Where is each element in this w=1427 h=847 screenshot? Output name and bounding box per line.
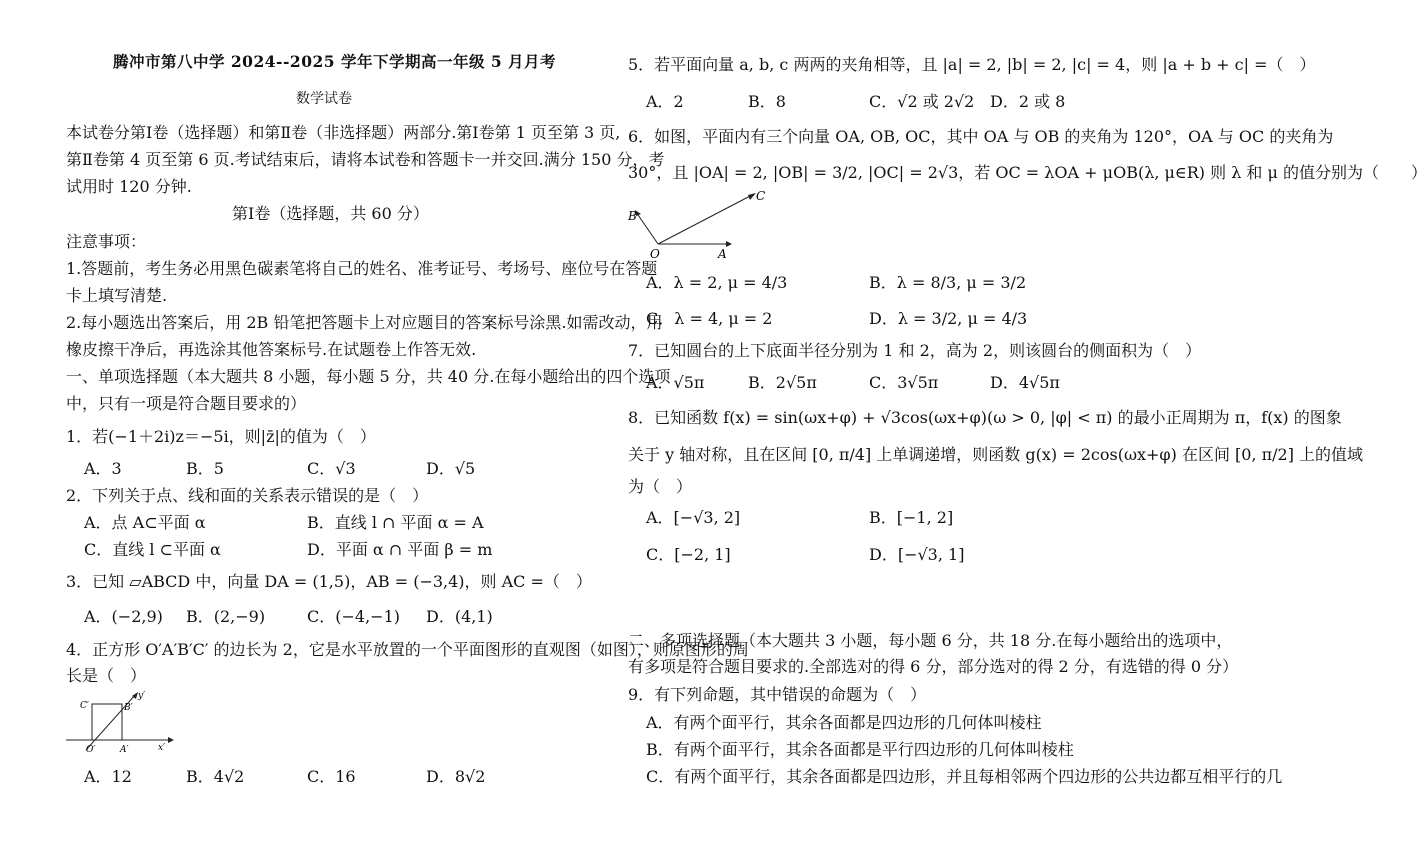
question-2-stem: 2．下列关于点、线和面的关系表示错误的是（ ） [66, 486, 429, 505]
section-heading: 二、多项选择题（本大题共 3 小题，每小题 6 分，共 18 分.在每小题给出的选项中， [628, 631, 1233, 650]
fig-label: O′ [86, 745, 96, 755]
q2-option-a: A．点 A⊂平面 α [84, 513, 206, 532]
q6-option-a: A．λ = 2, μ = 4/3 [646, 273, 788, 292]
notice-line: 橡皮擦干净后，再选涂其他答案标号.在试题卷上作答无效. [66, 340, 477, 359]
question-3-stem: 3．已知 ▱ABCD 中，向量 DA = (1,5)，AB = (−3,4)，则 AC =（ ） [66, 572, 592, 591]
fig-label: C′ [80, 701, 89, 711]
intro-line: 第Ⅱ卷第 4 页至第 6 页.考试结束后，请将本试卷和答题卡一并交回.满分 150 分，考 [66, 150, 665, 169]
q7-option-c: C．3√5π [869, 373, 939, 392]
q9-option-b: B．有两个面平行，其余各面都是平行四边形的几何体叫棱柱 [646, 740, 1074, 759]
q8-option-c: C．[−2, 1] [646, 545, 731, 564]
q3-option-d: D．(4,1) [426, 607, 493, 626]
q9-option-c: C．有两个面平行，其余各面都是四边形，并且每相邻两个四边形的公共边都互相平行的几 [646, 767, 1283, 786]
notice-line: 2.每小题选出答案后，用 2B 铅笔把答题卡上对应题目的答案标号涂黑.如需改动，用 [66, 313, 663, 332]
notice-line: 卡上填写清楚. [66, 286, 168, 305]
question-5-stem: 5．若平面向量 a, b, c 两两的夹角相等，且 |a| = 2, |b| = 2, |c| = 4，则 |a + b + c| =（ ） [628, 55, 1316, 74]
question-7-stem: 7．已知圆台的上下底面半径分别为 1 和 2，高为 2，则该圆台的侧面积为（ ） [628, 341, 1202, 360]
q1-option-b: B．5 [186, 459, 224, 478]
q7-option-d: D．4√5π [990, 373, 1060, 392]
notice-line: 1.答题前，考生务必用黑色碳素笔将自己的姓名、准考证号、考场号、座位号在答题 [66, 259, 658, 278]
part1-heading: 第Ⅰ卷（选择题，共 60 分） [232, 204, 429, 223]
question-9-stem: 9．有下列命题，其中错误的命题为（ ） [628, 685, 927, 704]
q4-figure [62, 688, 182, 758]
intro-line: 本试卷分第Ⅰ卷（选择题）和第Ⅱ卷（非选择题）两部分.第Ⅰ卷第 1 页至第 3 页, [66, 123, 621, 142]
q6-option-c: C．λ = 4, μ = 2 [646, 309, 773, 328]
q6-option-b: B．λ = 8/3, μ = 3/2 [869, 273, 1027, 292]
q1-option-c: C．√3 [307, 459, 356, 478]
q8-option-a: A．[−√3, 2] [646, 508, 741, 527]
q2-option-d: D．平面 α ∩ 平面 β = m [307, 540, 493, 559]
exam-title: 腾冲市第八中学 2024--2025 学年下学期高一年级 5 月月考 [113, 52, 557, 71]
fig-label: B′ [124, 703, 133, 713]
fig-label: A′ [120, 745, 129, 755]
intro-line: 试用时 120 分钟. [66, 177, 192, 196]
q8-option-d: D．[−√3, 1] [869, 545, 965, 564]
question-4-stem: 长是（ ） [66, 666, 147, 685]
notice-heading: 注意事项： [66, 232, 147, 251]
question-6-stem: 6．如图，平面内有三个向量 OA, OB, OC，其中 OA 与 OB 的夹角为 120°，OA 与 OC 的夹角为 [628, 127, 1334, 146]
q2-option-b: B．直线 l ∩ 平面 α = A [307, 513, 484, 532]
q3-option-c: C．(−4,−1) [307, 607, 400, 626]
q4-option-a: A．12 [84, 767, 132, 786]
q8-option-b: B．[−1, 2] [869, 508, 954, 527]
q6-option-d: D．λ = 3/2, μ = 4/3 [869, 309, 1028, 328]
fig-label: A [718, 247, 727, 261]
fig-label: B [628, 209, 637, 223]
q1-option-d: D．√5 [426, 459, 476, 478]
q5-option-c: C．√2 或 2√2 [869, 92, 975, 111]
fig-label: x′ [158, 743, 166, 753]
q9-option-a: A．有两个面平行，其余各面都是四边形的几何体叫棱柱 [646, 713, 1042, 732]
fig-label: C [756, 189, 766, 203]
question-8-stem: 8．已知函数 f(x) = sin(ωx+φ) + √3cos(ωx+φ)(ω > 0, |φ| < π) 的最小正周期为 π，f(x) 的图象 [628, 408, 1342, 427]
question-4-stem: 4．正方形 O′A′B′C′ 的边长为 2，它是水平放置的一个平面图形的直观图（如图），则原图形的周 [66, 640, 749, 659]
q5-option-b: B．8 [748, 92, 786, 111]
q2-option-c: C．直线 l ⊂平面 α [84, 540, 221, 559]
q4-option-d: D．8√2 [426, 767, 486, 786]
question-6-stem: 30°，且 |OA| = 2, |OB| = 3/2, |OC| = 2√3，若 OC = λOA + μOB(λ, μ∈R) 则 λ 和 μ 的值分别为（ ） [628, 163, 1427, 182]
question-8-stem: 为（ ） [628, 477, 693, 496]
section-heading: 一、单项选择题（本大题共 8 小题，每小题 5 分，共 40 分.在每小题给出的四个选项 [66, 367, 671, 386]
q7-option-a: A．√5π [646, 373, 705, 392]
section-heading: 中，只有一项是符合题目要求的） [66, 394, 307, 413]
q7-option-b: B．2√5π [748, 373, 817, 392]
question-8-stem: 关于 y 轴对称，且在区间 [0, π/4] 上单调递增，则函数 g(x) = 2cos(ωx+φ) 在区间 [0, π/2] 上的值域 [628, 445, 1364, 464]
q3-option-a: A．(−2,9) [84, 607, 163, 626]
q4-option-c: C．16 [307, 767, 356, 786]
exam-subtitle: 数学试卷 [296, 91, 352, 107]
q6-figure [622, 184, 782, 264]
q4-option-b: B．4√2 [186, 767, 245, 786]
section-heading: 有多项是符合题目要求的.全部选对的得 6 分，部分选对的得 2 分，有选错的得 0 分） [628, 657, 1239, 676]
q5-option-a: A．2 [646, 92, 684, 111]
q3-option-b: B．(2,−9) [186, 607, 266, 626]
fig-label: y′ [138, 691, 146, 701]
fig-label: O [650, 247, 660, 261]
q1-option-a: A．3 [84, 459, 122, 478]
question-1-stem: 1．若(−1＋2i)z＝−5i，则|z̄|的值为（ ） [66, 427, 376, 446]
q5-option-d: D．2 或 8 [990, 92, 1066, 111]
